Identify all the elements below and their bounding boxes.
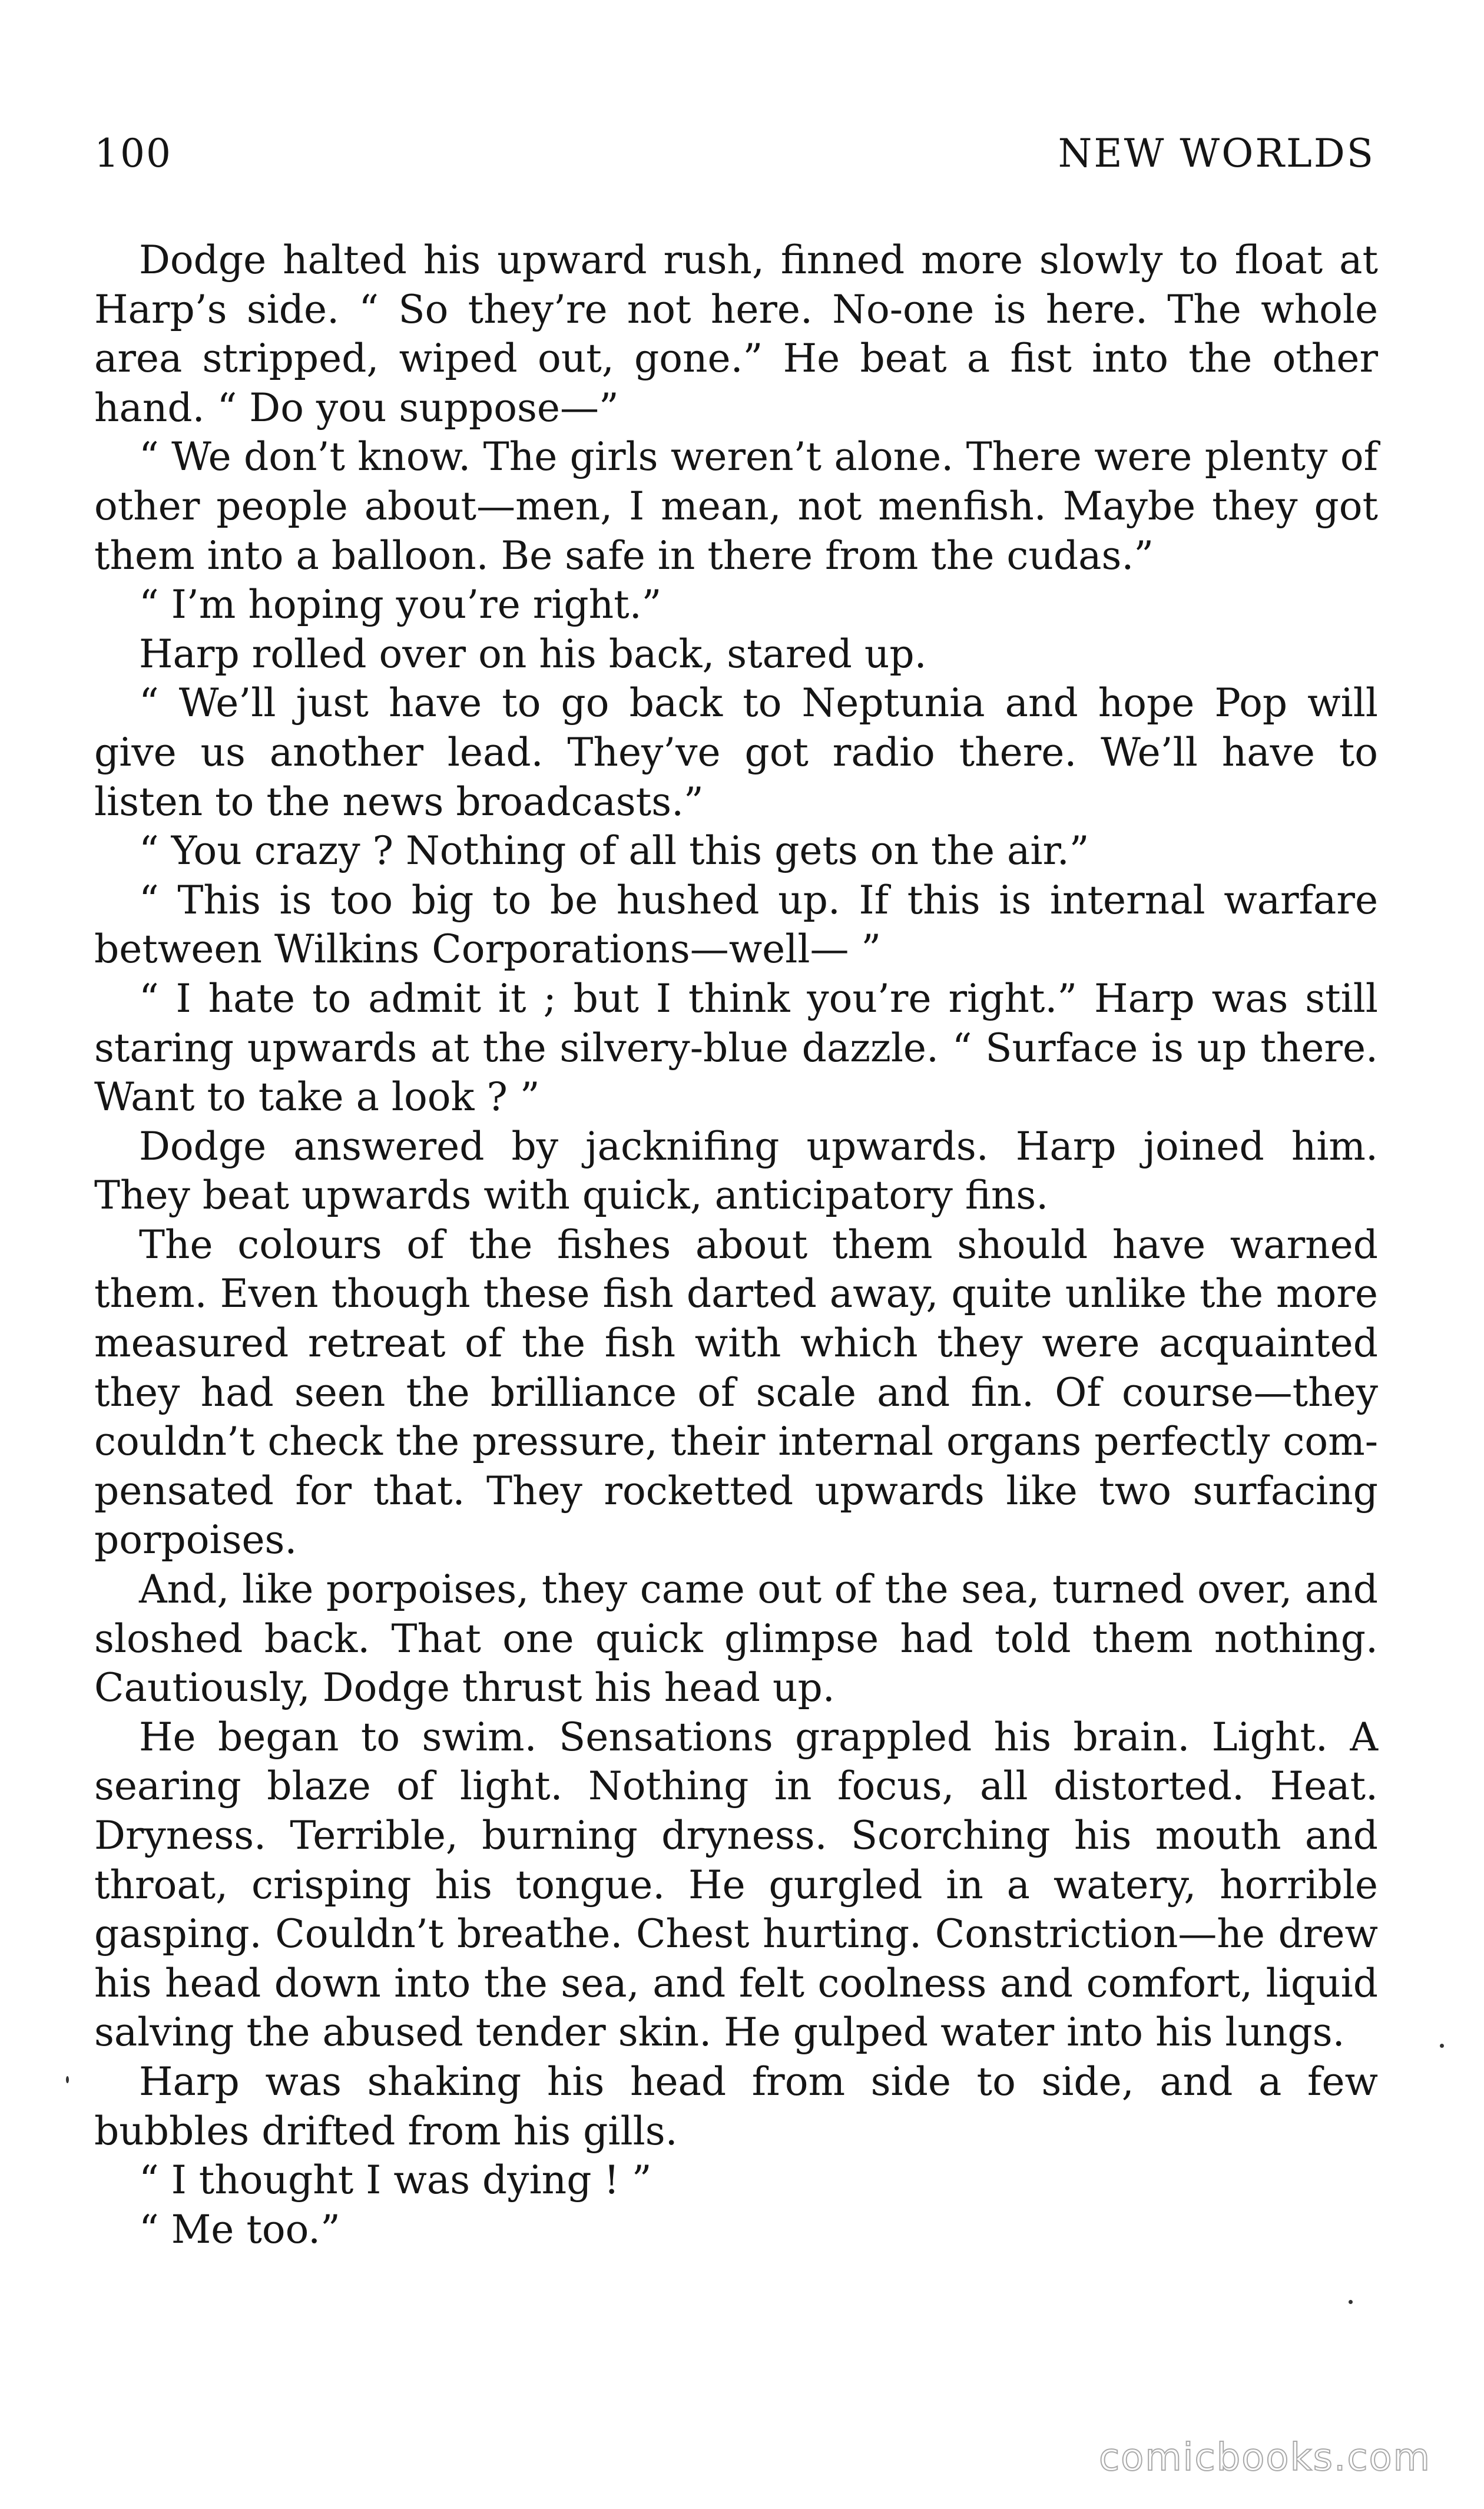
page-header [94,131,1375,201]
paragraph: “ I hate to admit it ; but I think you’re right.” Harp was still staring upwards at the silvery-blue dazzle. “ Surface is up there. Want to take a look ? ” [94,975,1378,1120]
paragraph: He began to swim. Sensations grappled his brain. Light. A searing blaze of light. Nothing in focus, all distorted. Heat. Dryness. Terrible, burning dryness. Scorching his mouth and throat, crisping his tongue. He gurgled in a watery, horrible gasping. Couldn’t breathe. Chest hurting. Constriction—he drew his head down into the sea, and felt coolness and comfort, liquid salving the abused tender skin. He gulped water into his lungs. [94,1714,1378,2055]
print-speck [66,2076,69,2083]
paragraph: “ Me too.” [139,2206,340,2252]
paragraph: “ I’m hoping you’re right.” [139,582,662,628]
watermark: comicbooks.com [1098,2436,1431,2480]
paragraph: “ This is too big to be hushed up. If this is internal warfare between Wilkins Corporations—well— ” [94,877,1378,972]
paragraph: The colours of the fishes about them should have warned them. Even though these fish darted away, quite unlike the more measured retreat of the fish with which they were acquainted they had seen the brilliance of scale and fin. Of course—they couldn’t check the pressure, their internal organs perfectly compensated for that. They rocketted upwards like two surfacing porpoises. [94,1222,1378,1563]
paragraph: Harp was shaking his head from side to side, and a few bubbles drifted from his gills. [94,2058,1378,2154]
print-speck [1349,2300,1353,2304]
paragraph: “ We don’t know. The girls weren’t alone. There were plenty of other people about—men, I mean, not menfish. Maybe they got them into a balloon. Be safe in there from the cudas.” [94,434,1378,578]
paragraph: Dodge halted his upward rush, finned more slowly to float at Harp’s side. “ So they’re not here. No-one is here. The whole area stripped, wiped out, gone.” He beat a fist into the other hand. “ Do you suppose—” [94,237,1378,431]
print-speck [1440,2044,1444,2048]
body-text [94,236,1378,2254]
running-title: NEW WORLDS [1058,131,1375,176]
paragraph: “ I thought I was dying ! ” [139,2157,652,2203]
paragraph: Dodge answered by jacknifing upwards. Harp joined him. They beat upwards with quick, anticipatory fins. [94,1123,1378,1219]
paragraph: And, like porpoises, they came out of the sea, turned over, and sloshed back. That one quick glimpse had told them nothing. Cautiously, Dodge thrust his head up. [94,1567,1378,1711]
paragraph: Harp rolled over on his back, stared up. [139,631,927,677]
paragraph: “ You crazy ? Nothing of all this gets on the air.” [139,828,1089,874]
page-number: 100 [94,131,172,176]
paragraph: “ We’ll just have to go back to Neptunia and hope Pop will give us another lead. They’ve got radio there. We’ll have to listen to the news broadcasts.” [94,680,1378,825]
